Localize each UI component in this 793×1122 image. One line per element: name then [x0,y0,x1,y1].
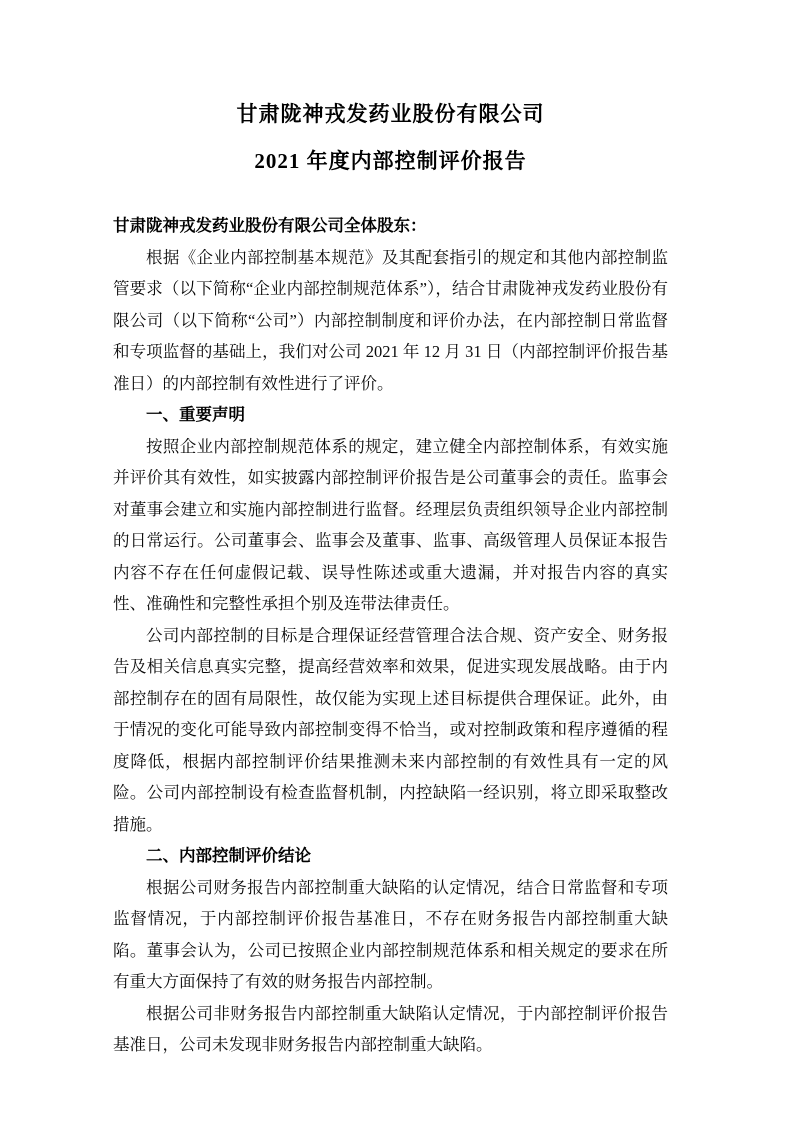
salutation: 甘肃陇神戎发药业股份有限公司全体股东： [113,216,427,235]
document-subtitle: 2021 年度内部控制评价报告 [254,149,527,173]
paragraph: 根据《企业内部控制基本规范》及其配套指引的规定和其他内部控制监管要求（以下简称“企业内部控制规范体系”），结合甘肃陇神戎发药业股份有限公司（以下简称“公司”）内部控制制度和评价办法，在内部控制日常监督和专项监督的基础上，我们对公司 2021 年 12 月 31 日（内部控制评价报告基准日）的内部控制有效性进行了评价。 [113,247,668,393]
document-title: 甘肃陇神戎发药业股份有限公司 [236,102,545,126]
paragraph: 按照企业内部控制规范体系的规定，建立健全内部控制体系，有效实施并评价其有效性，如实披露内部控制评价报告是公司董事会的责任。监事会对董事会建立和实施内部控制进行监督。经理层负责组织领导企业内部控制的日常运行。公司董事会、监事会及董事、监事、高级管理人员保证本报告内容不存在任何虚假记载、误导性陈述或重大遗漏，并对报告内容的真实性、准确性和完整性承担个别及连带法律责任。 [113,436,668,613]
section-heading: 一、重要声明 [146,405,245,424]
paragraph: 公司内部控制的目标是合理保证经营管理合法合规、资产安全、财务报告及相关信息真实完整，提高经营效率和效果，促进实现发展战略。由于内部控制存在的固有局限性，故仅能为实现上述目标提供合理保证。此外，由于情况的变化可能导致内部控制变得不恰当，或对控制政策和程序遵循的程度降低，根据内部控制评价结果推测未来内部控制的有效性具有一定的风险。公司内部控制设有检查监督机制，内控缺陷一经识别，将立即采取整改措施。 [113,625,668,834]
section-heading: 二、内部控制评价结论 [146,846,311,865]
paragraph: 根据公司财务报告内部控制重大缺陷的认定情况，结合日常监督和专项监督情况，于内部控制评价报告基准日，不存在财务报告内部控制重大缺陷。董事会认为，公司已按照企业内部控制规范体系和相关规定的要求在所有重大方面保持了有效的财务报告内部控制。 [113,877,668,991]
document-body [113,210,668,1061]
paragraph: 根据公司非财务报告内部控制重大缺陷认定情况，于内部控制评价报告基准日，公司未发现非财务报告内部控制重大缺陷。 [113,1003,668,1054]
